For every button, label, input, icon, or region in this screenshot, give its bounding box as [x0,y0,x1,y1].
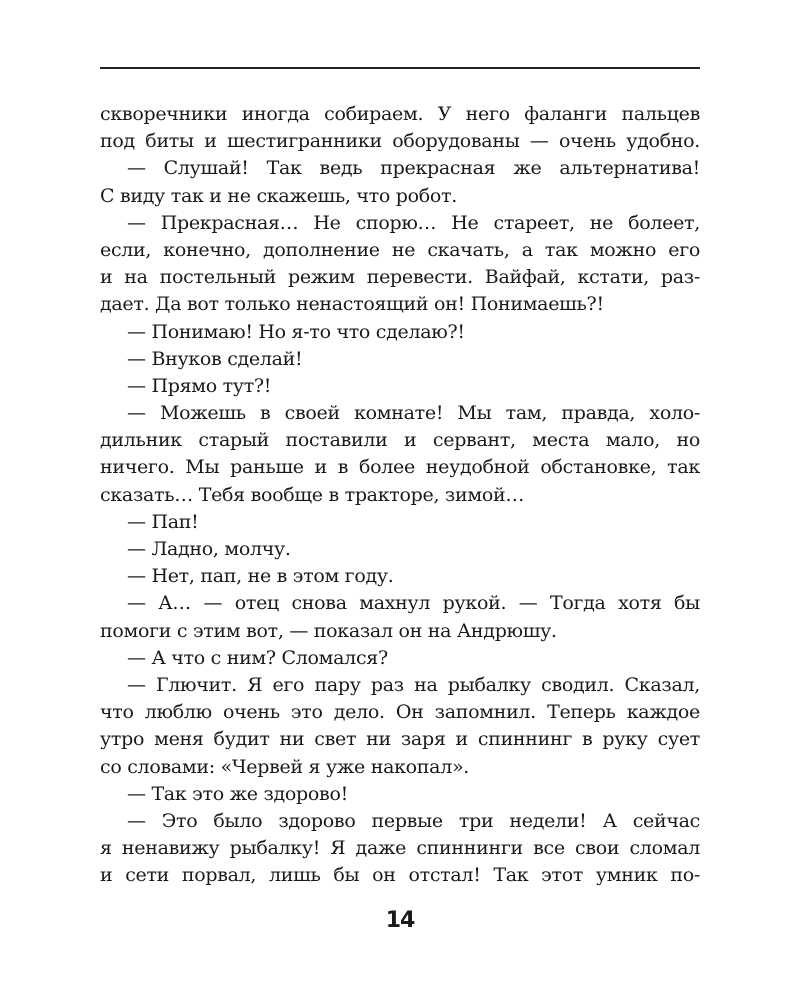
text-line: — Пап! [127,510,199,533]
text-line: и сети порвал, лишь бы он отстал! Так этот умник по- [100,864,700,887]
text-line: — А… — отец снова махнул рукой. — Тогда хотя бы [127,592,700,615]
text-line: — А что с ним? Сломался? [127,646,388,669]
text-line: С виду так и не скажешь, что робот. [100,184,457,207]
text-line: — Слушай! Так ведь прекрасная же альтернатива! [127,157,700,180]
text-line: — Внуков сделай! [127,347,303,370]
text-line: я ненавижу рыбалку! Я даже спиннинги все свои сломал [100,837,700,860]
text-line: — Так это же здорово! [127,782,348,805]
text-line: — Понимаю! Но я-то что сделаю?! [127,320,465,343]
text-line: что люблю очень это дело. Он запомнил. Теперь каждое [100,701,700,724]
text-line: под биты и шестигранники оборудованы — очень удобно. [100,130,700,153]
text-line: если, конечно, дополнение не скачать, а так можно его [100,238,700,261]
text-line: дильник старый поставили и сервант, места мало, но [100,429,700,452]
text-line: и на постельный режим перевести. Вайфай, кстати, раз- [100,266,700,289]
text-line: — Нет, пап, не в этом году. [127,565,394,588]
text-line: — Ладно, молчу. [127,538,291,560]
text-line: — Прекрасная… Не спорю… Не стареет, не болеет, [127,211,700,234]
text-line: — Можешь в своей комнате! Мы там, правда, холо- [127,402,700,425]
text-line: ничего. Мы раньше и в более неудобной обстановке, так [100,456,700,479]
page-number: 14 [385,908,415,933]
text-line: скворечники иногда собираем. У него фаланги пальцев [100,103,700,125]
text-line: со словами: «Червей я уже накопал». [100,755,470,778]
text-line: — Прямо тут?! [127,374,272,397]
text-line: — Это было здорово первые три недели! А сейчас [127,809,700,832]
text-line: утро меня будит ни свет ни заря и спиннинг в руку сует [100,728,700,751]
text-line: сказать… Тебя вообще в тракторе, зимой… [100,483,525,506]
text-line: помоги с этим вот, — показал он на Андрюшу. [100,619,557,642]
body-text [100,101,700,889]
text-line: дает. Да вот только ненастоящий он! Понимаешь?! [100,293,604,316]
text-line: — Глючит. Я его пару раз на рыбалку сводил. Сказал, [127,673,700,696]
header-rule [100,67,700,69]
